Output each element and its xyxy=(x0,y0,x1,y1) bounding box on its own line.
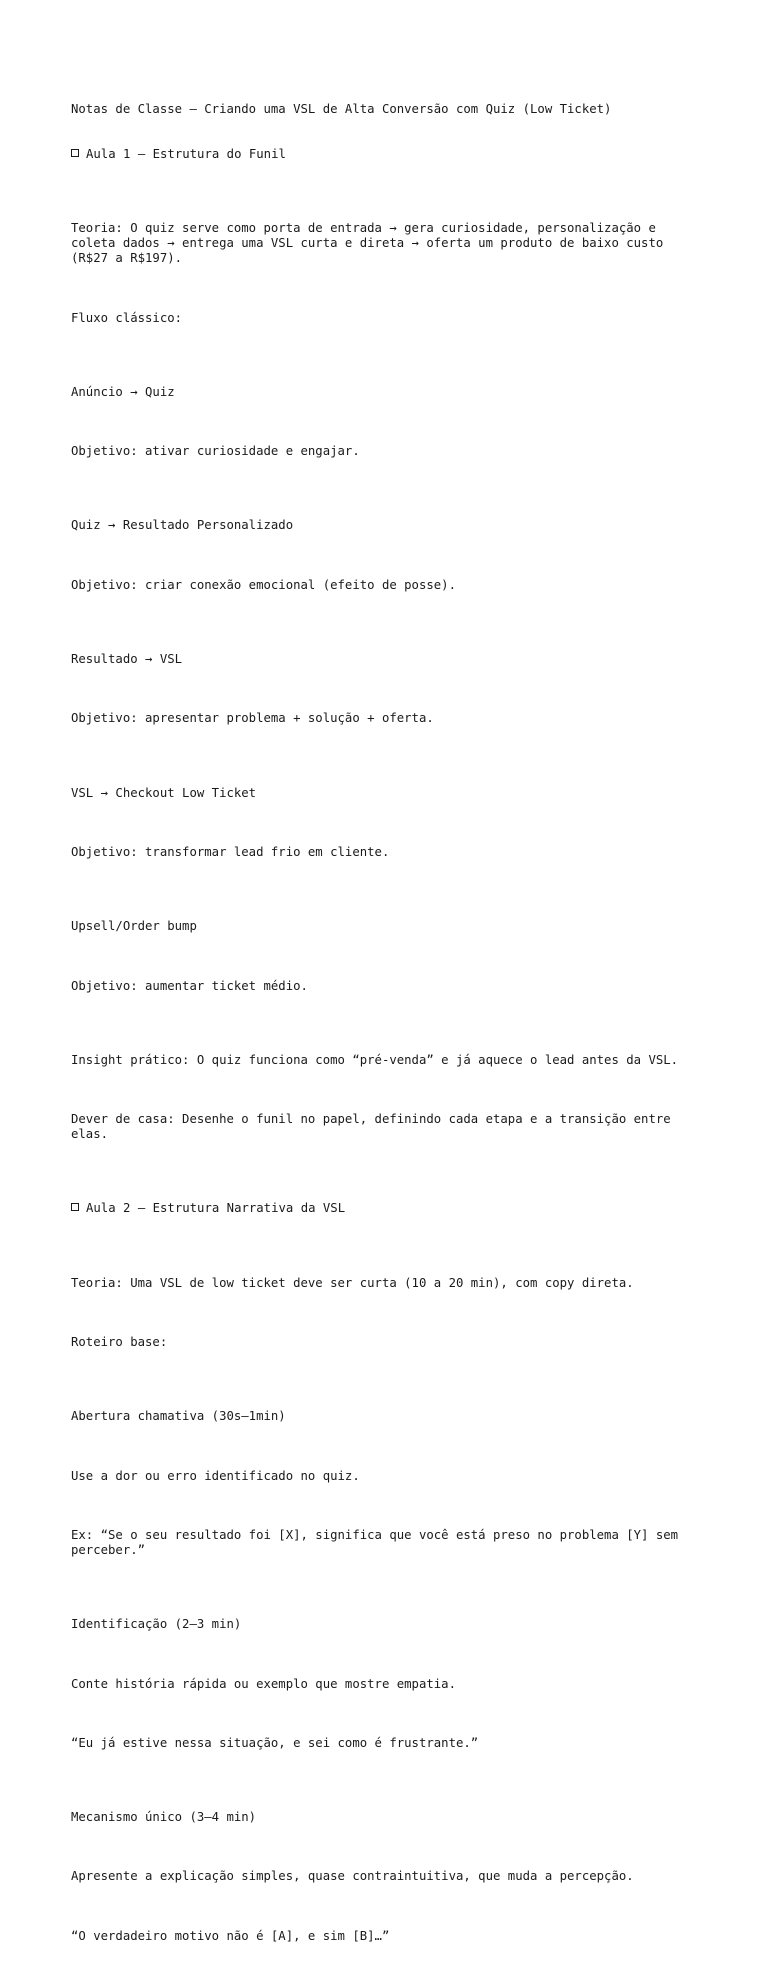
document-body xyxy=(71,72,701,1973)
flow-objective-1: Objetivo: ativar curiosidade e engajar. xyxy=(71,444,360,459)
opening-example: Ex: “Se o seu resultado foi [X], significa que você está preso no problema [Y] sem perceber.” xyxy=(71,1527,686,1557)
flow-step-3: Resultado → VSL xyxy=(71,652,183,667)
lesson-1-homework: Dever de casa: Desenhe o funil no papel, definindo cada etapa e a transição entre elas. xyxy=(71,1112,679,1142)
flow-objective-4: Objetivo: transformar lead frio em cliente. xyxy=(71,844,390,859)
flow-step-2: Quiz → Resultado Personalizado xyxy=(71,518,294,533)
lesson-2-heading-text: Aula 2 – Estrutura Narrativa da VSL xyxy=(86,1201,346,1216)
identification-tip: Conte história rápida ou exemplo que mostre empatia. xyxy=(71,1676,456,1691)
square-bullet-icon xyxy=(71,149,79,157)
square-bullet-icon xyxy=(71,1203,79,1211)
opening-title: Abertura chamativa (30s–1min) xyxy=(71,1409,286,1424)
mechanism-title: Mecanismo único (3–4 min) xyxy=(71,1810,257,1825)
opening-tip: Use a dor ou erro identificado no quiz. xyxy=(71,1468,360,1483)
flow-step-4: VSL → Checkout Low Ticket xyxy=(71,785,257,800)
lesson-1-heading xyxy=(71,147,701,162)
identification-quote: “Eu já estive nessa situação, e sei como é frustrante.” xyxy=(71,1735,479,1750)
flow-objective-3: Objetivo: apresentar problema + solução + oferta. xyxy=(71,711,434,726)
flow-objective-5: Objetivo: aumentar ticket médio. xyxy=(71,978,308,993)
lesson-2-theory: Teoria: Uma VSL de low ticket deve ser curta (10 a 20 min), com copy direta. xyxy=(71,1275,634,1290)
flow-step-5: Upsell/Order bump xyxy=(71,919,197,934)
mechanism-tip: Apresente a explicação simples, quase contraintuitiva, que muda a percepção. xyxy=(71,1869,634,1884)
flow-step-1: Anúncio → Quiz xyxy=(71,384,175,399)
lesson-1-insight: Insight prático: O quiz funciona como “pré-venda” e já aquece o lead antes da VSL. xyxy=(71,1052,679,1067)
lesson-1-heading-text: Aula 1 – Estrutura do Funil xyxy=(86,147,286,161)
identification-title: Identificação (2–3 min) xyxy=(71,1617,242,1632)
flow-objective-2: Objetivo: criar conexão emocional (efeito de posse). xyxy=(71,577,456,592)
lesson-1-theory: Teoria: O quiz serve como porta de entrada → gera curiosidade, personalização e coleta dados → entrega uma VSL curta e direta → oferta um produto de baixo custo (R$27 a R$197). xyxy=(71,221,671,266)
flow-label: Fluxo clássico: xyxy=(71,310,183,325)
mechanism-quote: “O verdadeiro motivo não é [A], e sim [B]…” xyxy=(71,1928,390,1943)
lesson-2-heading xyxy=(71,1201,701,1216)
script-label: Roteiro base: xyxy=(71,1335,168,1350)
document-title: Notas de Classe – Criando uma VSL de Alta Conversão com Quiz (Low Ticket) xyxy=(71,102,612,116)
